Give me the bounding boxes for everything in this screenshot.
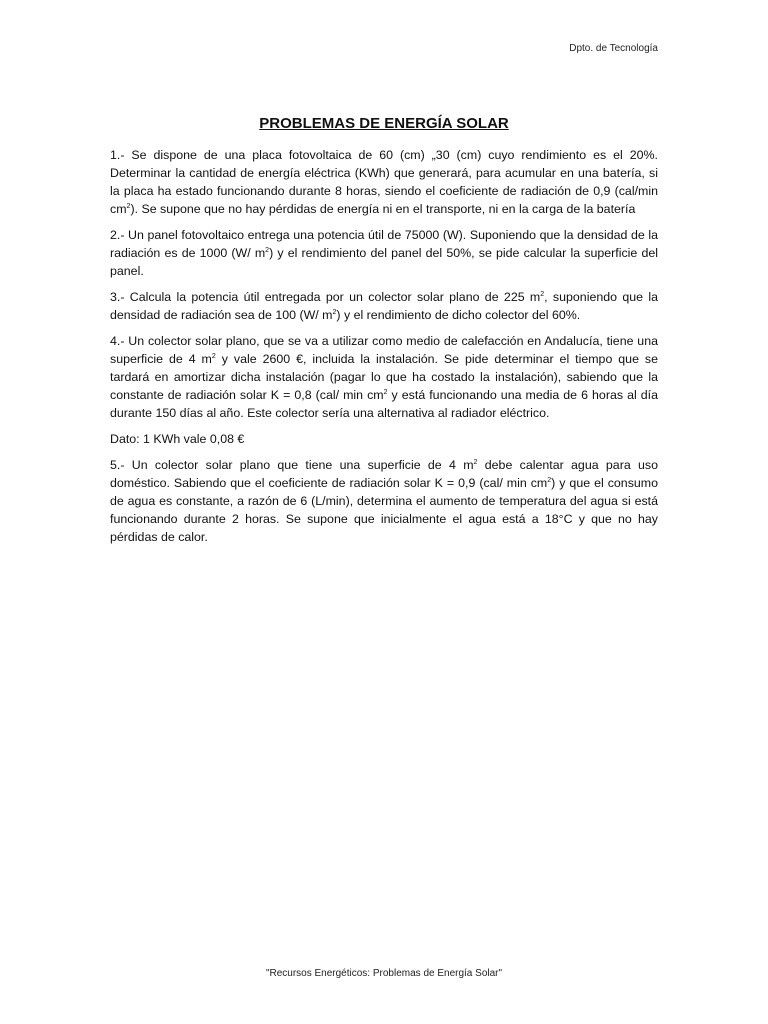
problem-5 bbox=[110, 456, 658, 546]
problem-5-superscript-1: 2 bbox=[473, 458, 478, 466]
problem-2-superscript: 2 bbox=[265, 246, 270, 254]
page-footer: "Recursos Energéticos: Problemas de Energía Solar" bbox=[265, 968, 503, 979]
problem-4-text-c: y está funcionando una media de 6 horas al día durante 150 días al año. Este colector sería una alternativa al radiador eléctrico. bbox=[110, 388, 658, 420]
problem-3-text-c: ) y el rendimiento de dicho colector del 60%. bbox=[336, 308, 581, 322]
problem-4-superscript-2: 2 bbox=[383, 388, 388, 396]
problem-1-text-a: 1.- Se dispone de una placa fotovoltaica de 60 (cm) „30 (cm) cuyo rendimiento es el 20%. Determinar la cantidad de energía eléctrica (KWh) que generará, para acumular en una batería, si la placa ha estado funcionando durante 8 horas, siendo el coeficiente de radiación de 0,9 (cal/min cm bbox=[110, 148, 658, 216]
problem-5-superscript-2: 2 bbox=[547, 476, 552, 484]
problem-2-text-b: ) y el rendimiento del panel del 50%, se pide calcular la superficie del panel. bbox=[110, 246, 659, 278]
problem-2-text-a: 2.- Un panel fotovoltaico entrega una potencia útil de 75000 (W). Suponiendo que la densidad de la radiación es de 1000 (W/ m bbox=[110, 228, 658, 260]
problem-4-superscript-1: 2 bbox=[211, 352, 216, 360]
problem-5-text-b: debe calentar agua para uso doméstico. Sabiendo que el coeficiente de radiación solar K = 0,9 (cal/ min cm bbox=[110, 458, 659, 490]
problem-1-superscript: 2 bbox=[126, 202, 131, 210]
problem-3 bbox=[110, 288, 658, 324]
problem-4-data-note: Dato: 1 KWh vale 0,08 € bbox=[110, 432, 245, 446]
problem-5-text-c: ) y que el consumo de agua es constante, a razón de 6 (L/min), determina el aumento de temperatura del agua si está funcionando durante 2 horas. Se supone que inicialmente el agua está a 18°C y que no hay pérdidas de calor. bbox=[110, 476, 658, 544]
problem-1 bbox=[110, 146, 658, 218]
problem-3-superscript-2: 2 bbox=[332, 308, 337, 316]
problem-5-text-a: 5.- Un colector solar plano que tiene una superficie de 4 m bbox=[110, 458, 474, 472]
problem-4-text-a: 4.- Un colector solar plano, que se va a utilizar como medio de calefacción en Andalucía, tiene una superficie de 4 m bbox=[110, 334, 658, 366]
problem-4 bbox=[110, 332, 658, 422]
problem-3-superscript-1: 2 bbox=[540, 290, 545, 298]
problem-1-text-b: ). Se supone que no hay pérdidas de energía ni en el transporte, ni en la carga de la batería bbox=[130, 202, 636, 216]
problem-2 bbox=[110, 226, 658, 280]
problems-body bbox=[110, 146, 658, 554]
department-header: Dpto. de Tecnología bbox=[569, 43, 658, 54]
problem-3-text-a: 3.- Calcula la potencia útil entregada por un colector solar plano de 225 m bbox=[110, 290, 541, 304]
page-title: PROBLEMAS DE ENERGÍA SOLAR bbox=[259, 115, 509, 132]
problem-3-text-b: , suponiendo que la densidad de radiación sea de 100 (W/ m bbox=[110, 290, 658, 322]
problem-4-text-b: y vale 2600 €, incluida la instalación. Se pide determinar el tiempo que se tardará en amortizar dicha instalación (pagar lo que ha costado la instalación), sabiendo que la constante de radiación solar K = 0,8 (cal/ min cm bbox=[110, 352, 658, 402]
